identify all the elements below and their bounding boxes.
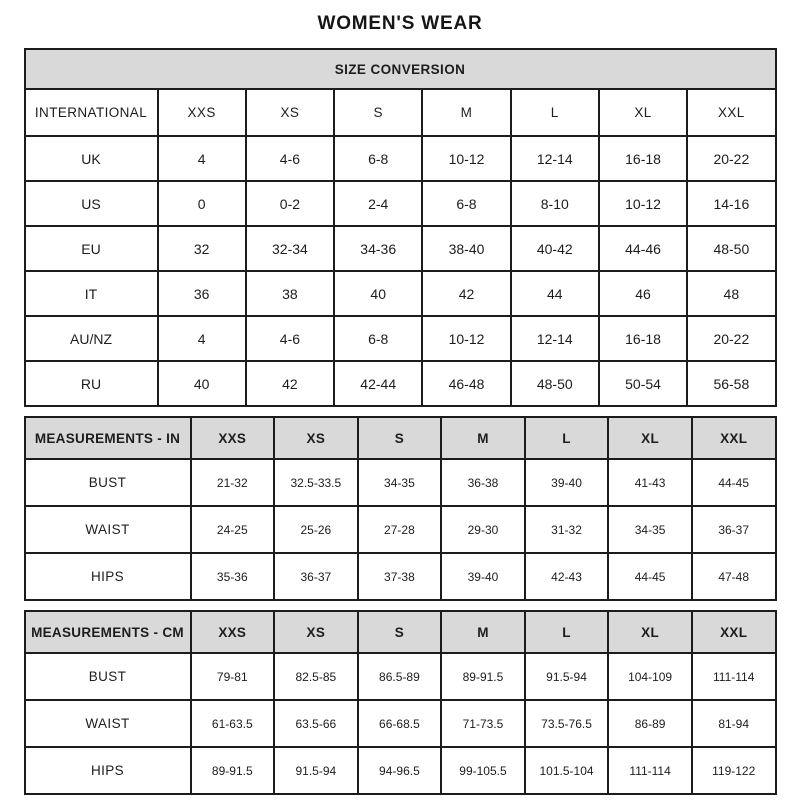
cell-value: 81-94 — [692, 700, 776, 747]
table-row — [25, 700, 776, 747]
cell-value: 86-89 — [608, 700, 692, 747]
cell-value: 56-58 — [687, 361, 775, 406]
cell-value: 119-122 — [692, 747, 776, 794]
cell-value: 89-91.5 — [441, 653, 525, 700]
cell-value: 40 — [334, 271, 422, 316]
cell-value: 34-35 — [608, 506, 692, 553]
cell-value: 94-96.5 — [358, 747, 442, 794]
table-row — [25, 271, 776, 316]
col-header: INTERNATIONAL — [25, 89, 158, 136]
cell-value: 10-12 — [422, 136, 510, 181]
col-header: M — [441, 611, 525, 653]
row-label: EU — [25, 226, 158, 271]
cell-value: 12-14 — [511, 136, 599, 181]
cell-value: 71-73.5 — [441, 700, 525, 747]
table-row — [25, 89, 776, 136]
col-header: XL — [608, 417, 692, 459]
cell-value: 20-22 — [687, 316, 775, 361]
cell-value: 39-40 — [525, 459, 609, 506]
cell-value: 0-2 — [246, 181, 334, 226]
cell-value: 48-50 — [687, 226, 775, 271]
cell-value: 104-109 — [608, 653, 692, 700]
cell-value: 20-22 — [687, 136, 775, 181]
row-label: BUST — [25, 653, 191, 700]
cell-value: 34-35 — [358, 459, 442, 506]
cell-value: 0 — [158, 181, 246, 226]
cell-value: 2-4 — [334, 181, 422, 226]
cell-value: 79-81 — [191, 653, 275, 700]
table-title: SIZE CONVERSION — [25, 49, 776, 89]
cell-value: 4 — [158, 316, 246, 361]
col-header: L — [511, 89, 599, 136]
cell-value: 32 — [158, 226, 246, 271]
cell-value: 91.5-94 — [525, 653, 609, 700]
col-header: XXS — [191, 417, 275, 459]
col-header: XXS — [158, 89, 246, 136]
cell-value: 61-63.5 — [191, 700, 275, 747]
cell-value: 66-68.5 — [358, 700, 442, 747]
cell-value: 25-26 — [274, 506, 358, 553]
cell-value: 35-36 — [191, 553, 275, 600]
cell-value: 4-6 — [246, 136, 334, 181]
col-header: M — [422, 89, 510, 136]
cell-value: 99-105.5 — [441, 747, 525, 794]
cell-value: 82.5-85 — [274, 653, 358, 700]
row-label: US — [25, 181, 158, 226]
cell-value: 32-34 — [246, 226, 334, 271]
cell-value: 6-8 — [334, 136, 422, 181]
cell-value: 16-18 — [599, 136, 687, 181]
col-header: XS — [246, 89, 334, 136]
row-label: AU/NZ — [25, 316, 158, 361]
cell-value: 6-8 — [422, 181, 510, 226]
cell-value: 6-8 — [334, 316, 422, 361]
cell-value: 44-46 — [599, 226, 687, 271]
col-header: XS — [274, 611, 358, 653]
table-row — [25, 506, 776, 553]
col-header: XXL — [687, 89, 775, 136]
cell-value: 36-37 — [274, 553, 358, 600]
measurements-cm-table — [24, 610, 777, 795]
cell-value: 47-48 — [692, 553, 776, 600]
col-header: XXL — [692, 611, 776, 653]
table-gap — [0, 601, 800, 610]
table-title: MEASUREMENTS - IN — [25, 417, 191, 459]
cell-value: 44 — [511, 271, 599, 316]
cell-value: 111-114 — [692, 653, 776, 700]
table-row — [25, 226, 776, 271]
row-label: HIPS — [25, 553, 191, 600]
cell-value: 36 — [158, 271, 246, 316]
table-row — [25, 653, 776, 700]
table-row — [25, 417, 776, 459]
cell-value: 50-54 — [599, 361, 687, 406]
cell-value: 89-91.5 — [191, 747, 275, 794]
col-header: S — [334, 89, 422, 136]
table-gap — [0, 407, 800, 416]
row-label: IT — [25, 271, 158, 316]
measurements-in-table — [24, 416, 777, 601]
cell-value: 29-30 — [441, 506, 525, 553]
cell-value: 73.5-76.5 — [525, 700, 609, 747]
table-title: MEASUREMENTS - CM — [25, 611, 191, 653]
col-header: S — [358, 417, 442, 459]
table-row — [25, 49, 776, 89]
row-label: BUST — [25, 459, 191, 506]
cell-value: 40 — [158, 361, 246, 406]
table-row — [25, 747, 776, 794]
cell-value: 42-44 — [334, 361, 422, 406]
cell-value: 8-10 — [511, 181, 599, 226]
cell-value: 16-18 — [599, 316, 687, 361]
page-title: WOMEN'S WEAR — [317, 13, 483, 34]
cell-value: 48 — [687, 271, 775, 316]
cell-value: 42 — [422, 271, 510, 316]
size-conversion-table — [24, 48, 777, 407]
cell-value: 44-45 — [608, 553, 692, 600]
cell-value: 91.5-94 — [274, 747, 358, 794]
cell-value: 39-40 — [441, 553, 525, 600]
col-header: XL — [599, 89, 687, 136]
cell-value: 111-114 — [608, 747, 692, 794]
row-label: HIPS — [25, 747, 191, 794]
col-header: S — [358, 611, 442, 653]
col-header: L — [525, 611, 609, 653]
row-label: WAIST — [25, 506, 191, 553]
cell-value: 48-50 — [511, 361, 599, 406]
col-header: XL — [608, 611, 692, 653]
cell-value: 46 — [599, 271, 687, 316]
table-row — [25, 136, 776, 181]
cell-value: 27-28 — [358, 506, 442, 553]
cell-value: 32.5-33.5 — [274, 459, 358, 506]
cell-value: 63.5-66 — [274, 700, 358, 747]
row-label: UK — [25, 136, 158, 181]
table-row — [25, 611, 776, 653]
row-label: WAIST — [25, 700, 191, 747]
cell-value: 38-40 — [422, 226, 510, 271]
cell-value: 37-38 — [358, 553, 442, 600]
cell-value: 34-36 — [334, 226, 422, 271]
cell-value: 4 — [158, 136, 246, 181]
cell-value: 10-12 — [599, 181, 687, 226]
cell-value: 21-32 — [191, 459, 275, 506]
cell-value: 44-45 — [692, 459, 776, 506]
cell-value: 24-25 — [191, 506, 275, 553]
cell-value: 101.5-104 — [525, 747, 609, 794]
cell-value: 4-6 — [246, 316, 334, 361]
table-row — [25, 459, 776, 506]
cell-value: 46-48 — [422, 361, 510, 406]
table-row — [25, 553, 776, 600]
table-row — [25, 361, 776, 406]
col-header: XXS — [191, 611, 275, 653]
row-label: RU — [25, 361, 158, 406]
table-row — [25, 316, 776, 361]
table-row — [25, 181, 776, 226]
cell-value: 12-14 — [511, 316, 599, 361]
col-header: XXL — [692, 417, 776, 459]
cell-value: 86.5-89 — [358, 653, 442, 700]
cell-value: 42-43 — [525, 553, 609, 600]
cell-value: 41-43 — [608, 459, 692, 506]
cell-value: 31-32 — [525, 506, 609, 553]
cell-value: 36-37 — [692, 506, 776, 553]
cell-value: 42 — [246, 361, 334, 406]
cell-value: 10-12 — [422, 316, 510, 361]
col-header: L — [525, 417, 609, 459]
cell-value: 38 — [246, 271, 334, 316]
cell-value: 14-16 — [687, 181, 775, 226]
col-header: M — [441, 417, 525, 459]
col-header: XS — [274, 417, 358, 459]
cell-value: 40-42 — [511, 226, 599, 271]
cell-value: 36-38 — [441, 459, 525, 506]
